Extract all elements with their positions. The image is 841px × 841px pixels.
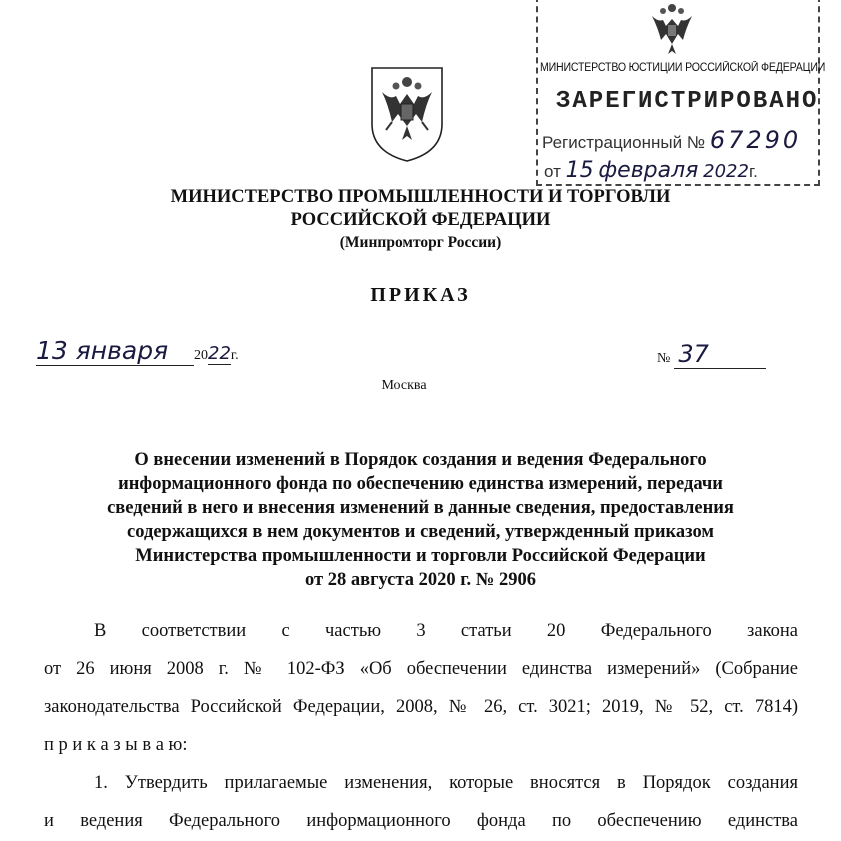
- russian-coat-of-arms-icon: [646, 0, 698, 58]
- stamp-reg-row: [542, 126, 801, 154]
- body-paragraph-1: [44, 612, 798, 764]
- stamp-date-month: февраля: [598, 158, 699, 183]
- order-city: Москва: [381, 378, 427, 393]
- order-number-label: №: [657, 351, 671, 366]
- order-title: [60, 448, 781, 592]
- body-paragraph-2: [44, 764, 798, 840]
- ministry-short-name: (Минпромторг России): [339, 234, 502, 251]
- order-year-prefix: 20: [194, 348, 208, 363]
- stamp-date-day: 15: [565, 158, 594, 183]
- coat-of-arms-emblem: [368, 64, 446, 164]
- title-line-3: сведений в него и внесения изменений в данные сведения, предоставления: [107, 498, 734, 518]
- stamp-date-year: 2022: [703, 161, 749, 182]
- ministry-name-line2: РОССИЙСКОЙ ФЕДЕРАЦИИ: [290, 210, 551, 230]
- p1-line-2: от 26 июня 2008 г. № 102-ФЗ «Об обеспечении единства измерений» (Собрание: [44, 659, 798, 679]
- order-number-value: 37: [674, 340, 766, 369]
- title-line-5: Министерства промышленности и торговли Российской Федерации: [135, 546, 706, 566]
- doc-type-heading: ПРИКАЗ: [370, 284, 471, 306]
- p1-line-3: законодательства Российской Федерации, 2008, № 26, ст. 3021; 2019, № 52, ст. 7814): [44, 697, 798, 717]
- p2-line-1: 1. Утвердить прилагаемые изменения, которые вносятся в Порядок создания: [94, 773, 798, 793]
- order-date-day-month: 13 января: [36, 336, 194, 366]
- stamp-emblem: [646, 0, 698, 58]
- title-line-6: от 28 августа 2020 г. № 2906: [305, 570, 536, 590]
- stamp-reg-number: 67290: [709, 126, 802, 154]
- title-line-1: О внесении изменений в Порядок создания и ведения Федерального: [134, 450, 707, 470]
- order-date: [36, 336, 256, 366]
- p1-line-1: В соответствии с частью 3 статьи 20 Федерального закона: [94, 621, 798, 641]
- stamp-reg-label: Регистрационный №: [542, 133, 706, 152]
- ministry-name-line1: МИНИСТЕРСТВО ПРОМЫШЛЕННОСТИ И ТОРГОВЛИ: [170, 187, 671, 207]
- russian-coat-of-arms-icon: [368, 64, 446, 164]
- stamp-status: ЗАРЕГИСТРИРОВАНО: [556, 88, 819, 115]
- order-year-unit: г.: [230, 348, 239, 363]
- stamp-date-suffix: г.: [748, 162, 758, 181]
- title-line-4: содержащихся в нем документов и сведений, утвержденный приказом: [127, 522, 714, 542]
- title-line-2: информационного фонда по обеспечению единства измерений, передачи: [118, 474, 723, 494]
- p1-line-4: п р и к а з ы в а ю:: [44, 735, 188, 755]
- stamp-date-prefix: от: [544, 162, 561, 181]
- order-number: [657, 340, 766, 369]
- stamp-date-row: [544, 158, 758, 183]
- p2-line-2: и ведения Федерального информационного фонда по обеспечению единства: [44, 811, 798, 831]
- order-year-suffix: 22: [208, 343, 231, 364]
- stamp-ministry-name: МИНИСТЕРСТВО ЮСТИЦИИ РОССИЙСКОЙ ФЕДЕРАЦИИ: [540, 62, 826, 74]
